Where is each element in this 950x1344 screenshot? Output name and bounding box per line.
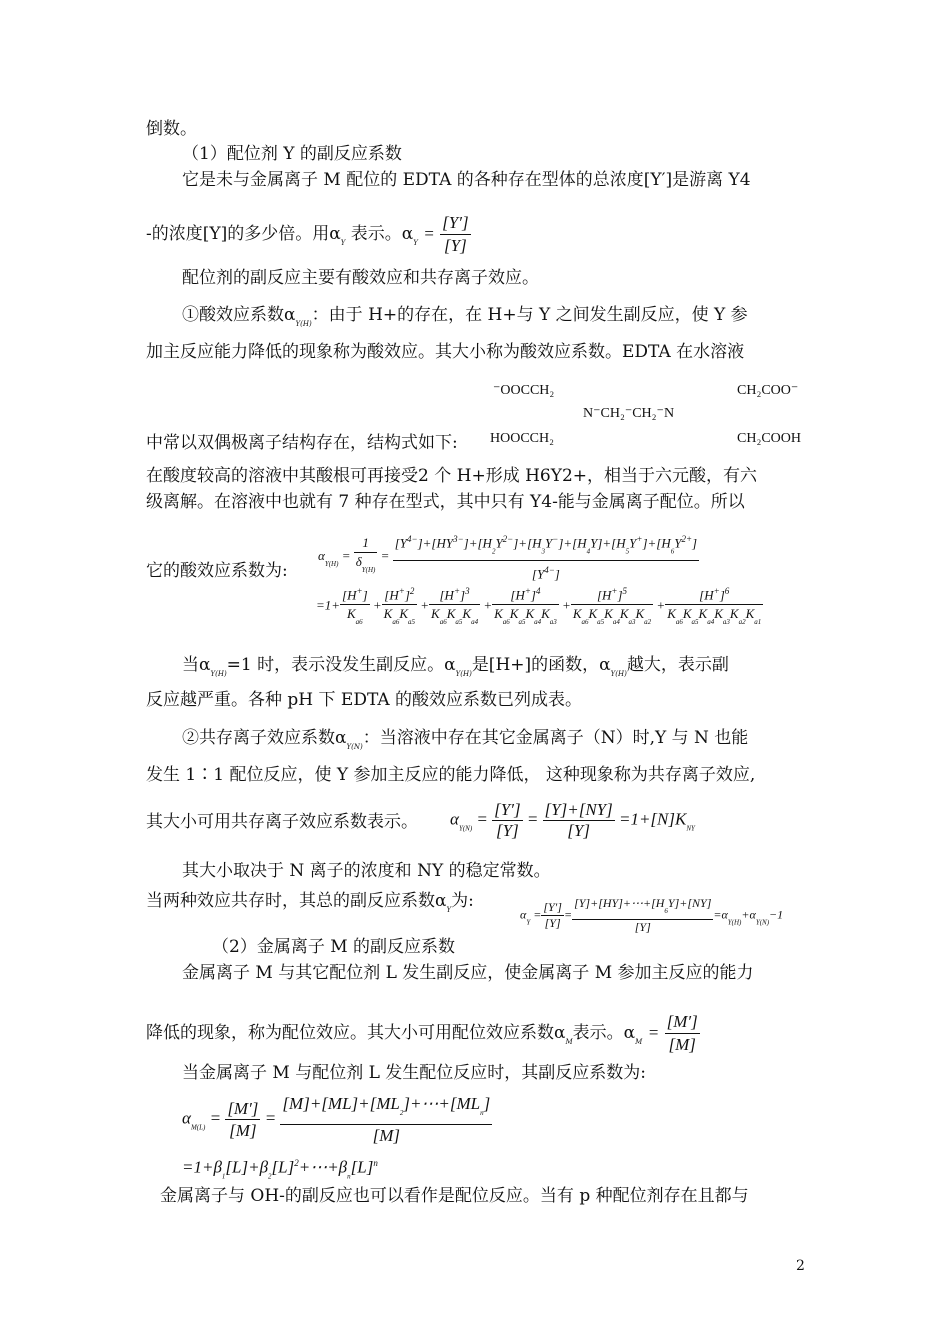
text-line: 发生 1∶1 配位反应，使 Y 参加主反应的能力降低， 这种现象称为共存离子效应, (146, 765, 756, 785)
text-span: 表示。α (572, 1023, 636, 1043)
edta-group-e: CH₂COOH (737, 431, 801, 446)
text-line: 中常以双偶极离子结构存在，结构式如下: (146, 433, 458, 453)
text-line: 其大小取决于 N 离子的浓度和 NY 的稳定常数。 (182, 861, 551, 881)
text-line: -的浓度[Y]的多少倍。用$\alpha_Y$ 表示。$\alpha_Y$ = $\frac{[Y']}{[Y]}$ (146, 213, 469, 255)
text-line: 金属离子 M 与其它配位剂 L 发生副反应，使金属离子 M 参加主反应的能力 (182, 963, 754, 983)
text-line: 它是未与金属离子 M 配位的 EDTA 的各种存在型体的总浓度[Y′]是游离 Y4 (182, 170, 751, 190)
text-line: 它的酸效应系数为: (146, 561, 288, 581)
alpha-m-fraction: $\frac{[M']}{[M]}$ (666, 1012, 698, 1054)
edta-group-d: HOOCCH₂ (490, 431, 554, 446)
text-line: 当$\alpha_{Y(H)}=1$ 时，表示没发生副反应。$\alpha_{Y(H)}$是[H+]的函数，$\alpha_{Y(H)}$越大，表示副 (182, 655, 729, 678)
text-span: ①酸效应系数α (182, 305, 296, 325)
text-span: 降低的现象，称为配位效应。其大小可用配位效应系数α (146, 1023, 566, 1043)
edta-group-b: CH₂COO⁻ (737, 383, 799, 398)
text-span: ：由于 H+的存在，在 H+与 Y 之间发生副反应，使 Y 参 (311, 305, 748, 325)
acid-effect-expansion: =1+ $\frac{[H^+]}{K_{a6}}$ + $\frac{[H^+]^2}{K_{a6}K_{a5}}$ + $\frac{[H^+]^3}{K_{a6}K_{a5}K_{a4}}$ + $\frac{[H^+]^4}{K_{a6}K_{a5}K_{a4}K_{a3}}$ + $\frac{[H^+]^5}{K_{a6}K_{a5}K_{a4}K_{a3}K_{a2}}$ + $\frac{[H^+]^6}{K_{a6}K_{a5}K_{a4}K_{a3}K_{a2}K_{a1}}$ (316, 582, 763, 631)
text-line: 倒数。 (146, 119, 197, 139)
text-line: ②共存离子效应系数$\alpha_{Y(N)}$：当溶液中存在其它金属离子（N）时,Y 与 N 也能 (182, 728, 749, 751)
alpha-y-fraction: $\frac{[Y']}{[Y]}$ (442, 213, 469, 255)
text-line: 降低的现象，称为配位效应。其大小可用配位效应系数$\alpha_M$表示。$\alpha_M$ = $\frac{[M']}{[M]}$ (146, 1012, 698, 1054)
edta-backbone: N⁻CH₂⁻CH₂⁻N (583, 406, 675, 421)
text-line: 当金属离子 M 与配位剂 L 发生配位反应时，其副反应系数为: (182, 1063, 647, 1083)
total-side-reaction-formula: $\alpha_Y$ = $\frac{[Y']}{[Y]}$ = $\frac{[Y]+[HY]+\cdots+[H_6Y]+[NY]}{[Y]}$ $=\alpha_{Y(H)}+\alpha_{Y(N)}-1$ (520, 896, 784, 934)
edta-group-a: ⁻OOCCH₂ (493, 383, 555, 398)
text-line: 其大小可用共存离子效应系数表示。 (146, 812, 418, 832)
complex-expansion: $=1+\beta_1[L]+\beta_2[L]^2+\cdots+\beta_n[L]^n$ (182, 1157, 378, 1181)
text-span: 越大，表示副 (626, 655, 729, 675)
text-span: -的浓度[Y]的多少倍。用α (146, 224, 341, 244)
text-span: 为: (451, 891, 474, 911)
section-heading: （1）配位剂 Y 的副反应系数 (182, 144, 402, 164)
text-line: 加主反应能力降低的现象称为酸效应。其大小称为酸效应系数。EDTA 在水溶液 (146, 342, 745, 362)
text-line: ①酸效应系数$\alpha_{Y(H)}$：由于 H+的存在，在 H+与 Y 之间发生副反应，使 Y 参 (182, 305, 748, 328)
text-line: 反应越严重。各种 pH 下 EDTA 的酸效应系数已列成表。 (146, 690, 583, 710)
text-span: 当α (182, 655, 211, 675)
section-heading: （2）金属离子 M 的副反应系数 (212, 937, 456, 957)
coexist-formula: $\alpha_{Y(N)}$ = $\frac{[Y']}{[Y]}$ = $\frac{[Y]+[NY]}{[Y]}$ $=1+[N]K_{NY}$ (450, 800, 695, 840)
text-line: 当两种效应共存时，其总的副反应系数$\alpha_Y$为: (146, 891, 474, 914)
text-span: 当两种效应共存时，其总的副反应系数α (146, 891, 447, 911)
page-number: 2 (796, 1258, 805, 1274)
acid-effect-formula: $\alpha_{Y(H)}$ = $\frac{1}{\delta_{Y(H)}}$ = $\frac{[Y^{4-}]+[HY^{3-}]+[H_2Y^{2-}]+[H_3Y^-]+[H_4Y]+[H_5Y^+]+[H_6Y^{2+}]}{[Y^{4-}]}$ (318, 530, 699, 584)
text-line: 在酸度较高的溶液中其酸根可再接受2 个 H+形成 H6Y2+，相当于六元酸，有六 (146, 466, 758, 486)
text-span: 表示。α (350, 224, 414, 244)
text-span: =1 时，表示没发生副反应。α (226, 655, 456, 675)
complex-formula: $\alpha_{M(L)}$ = $\frac{[M']}{[M]}$ = $\frac{[M]+[ML]+[ML_2]+\cdots+[ML_n]}{[M]}$ (182, 1094, 491, 1145)
text-span: 是[H+]的函数，α (471, 655, 611, 675)
text-line: 级离解。在溶液中也就有 7 种存在型式，其中只有 Y4-能与金属离子配位。所以 (146, 492, 745, 512)
text-span: ②共存离子效应系数α (182, 728, 347, 748)
text-line: 金属离子与 OH-的副反应也可以看作是配位反应。当有 p 种配位剂存在且都与 (160, 1186, 749, 1206)
text-span: ：当溶液中存在其它金属离子（N）时,Y 与 N 也能 (362, 728, 749, 748)
text-line: 配位剂的副反应主要有酸效应和共存离子效应。 (182, 268, 539, 288)
